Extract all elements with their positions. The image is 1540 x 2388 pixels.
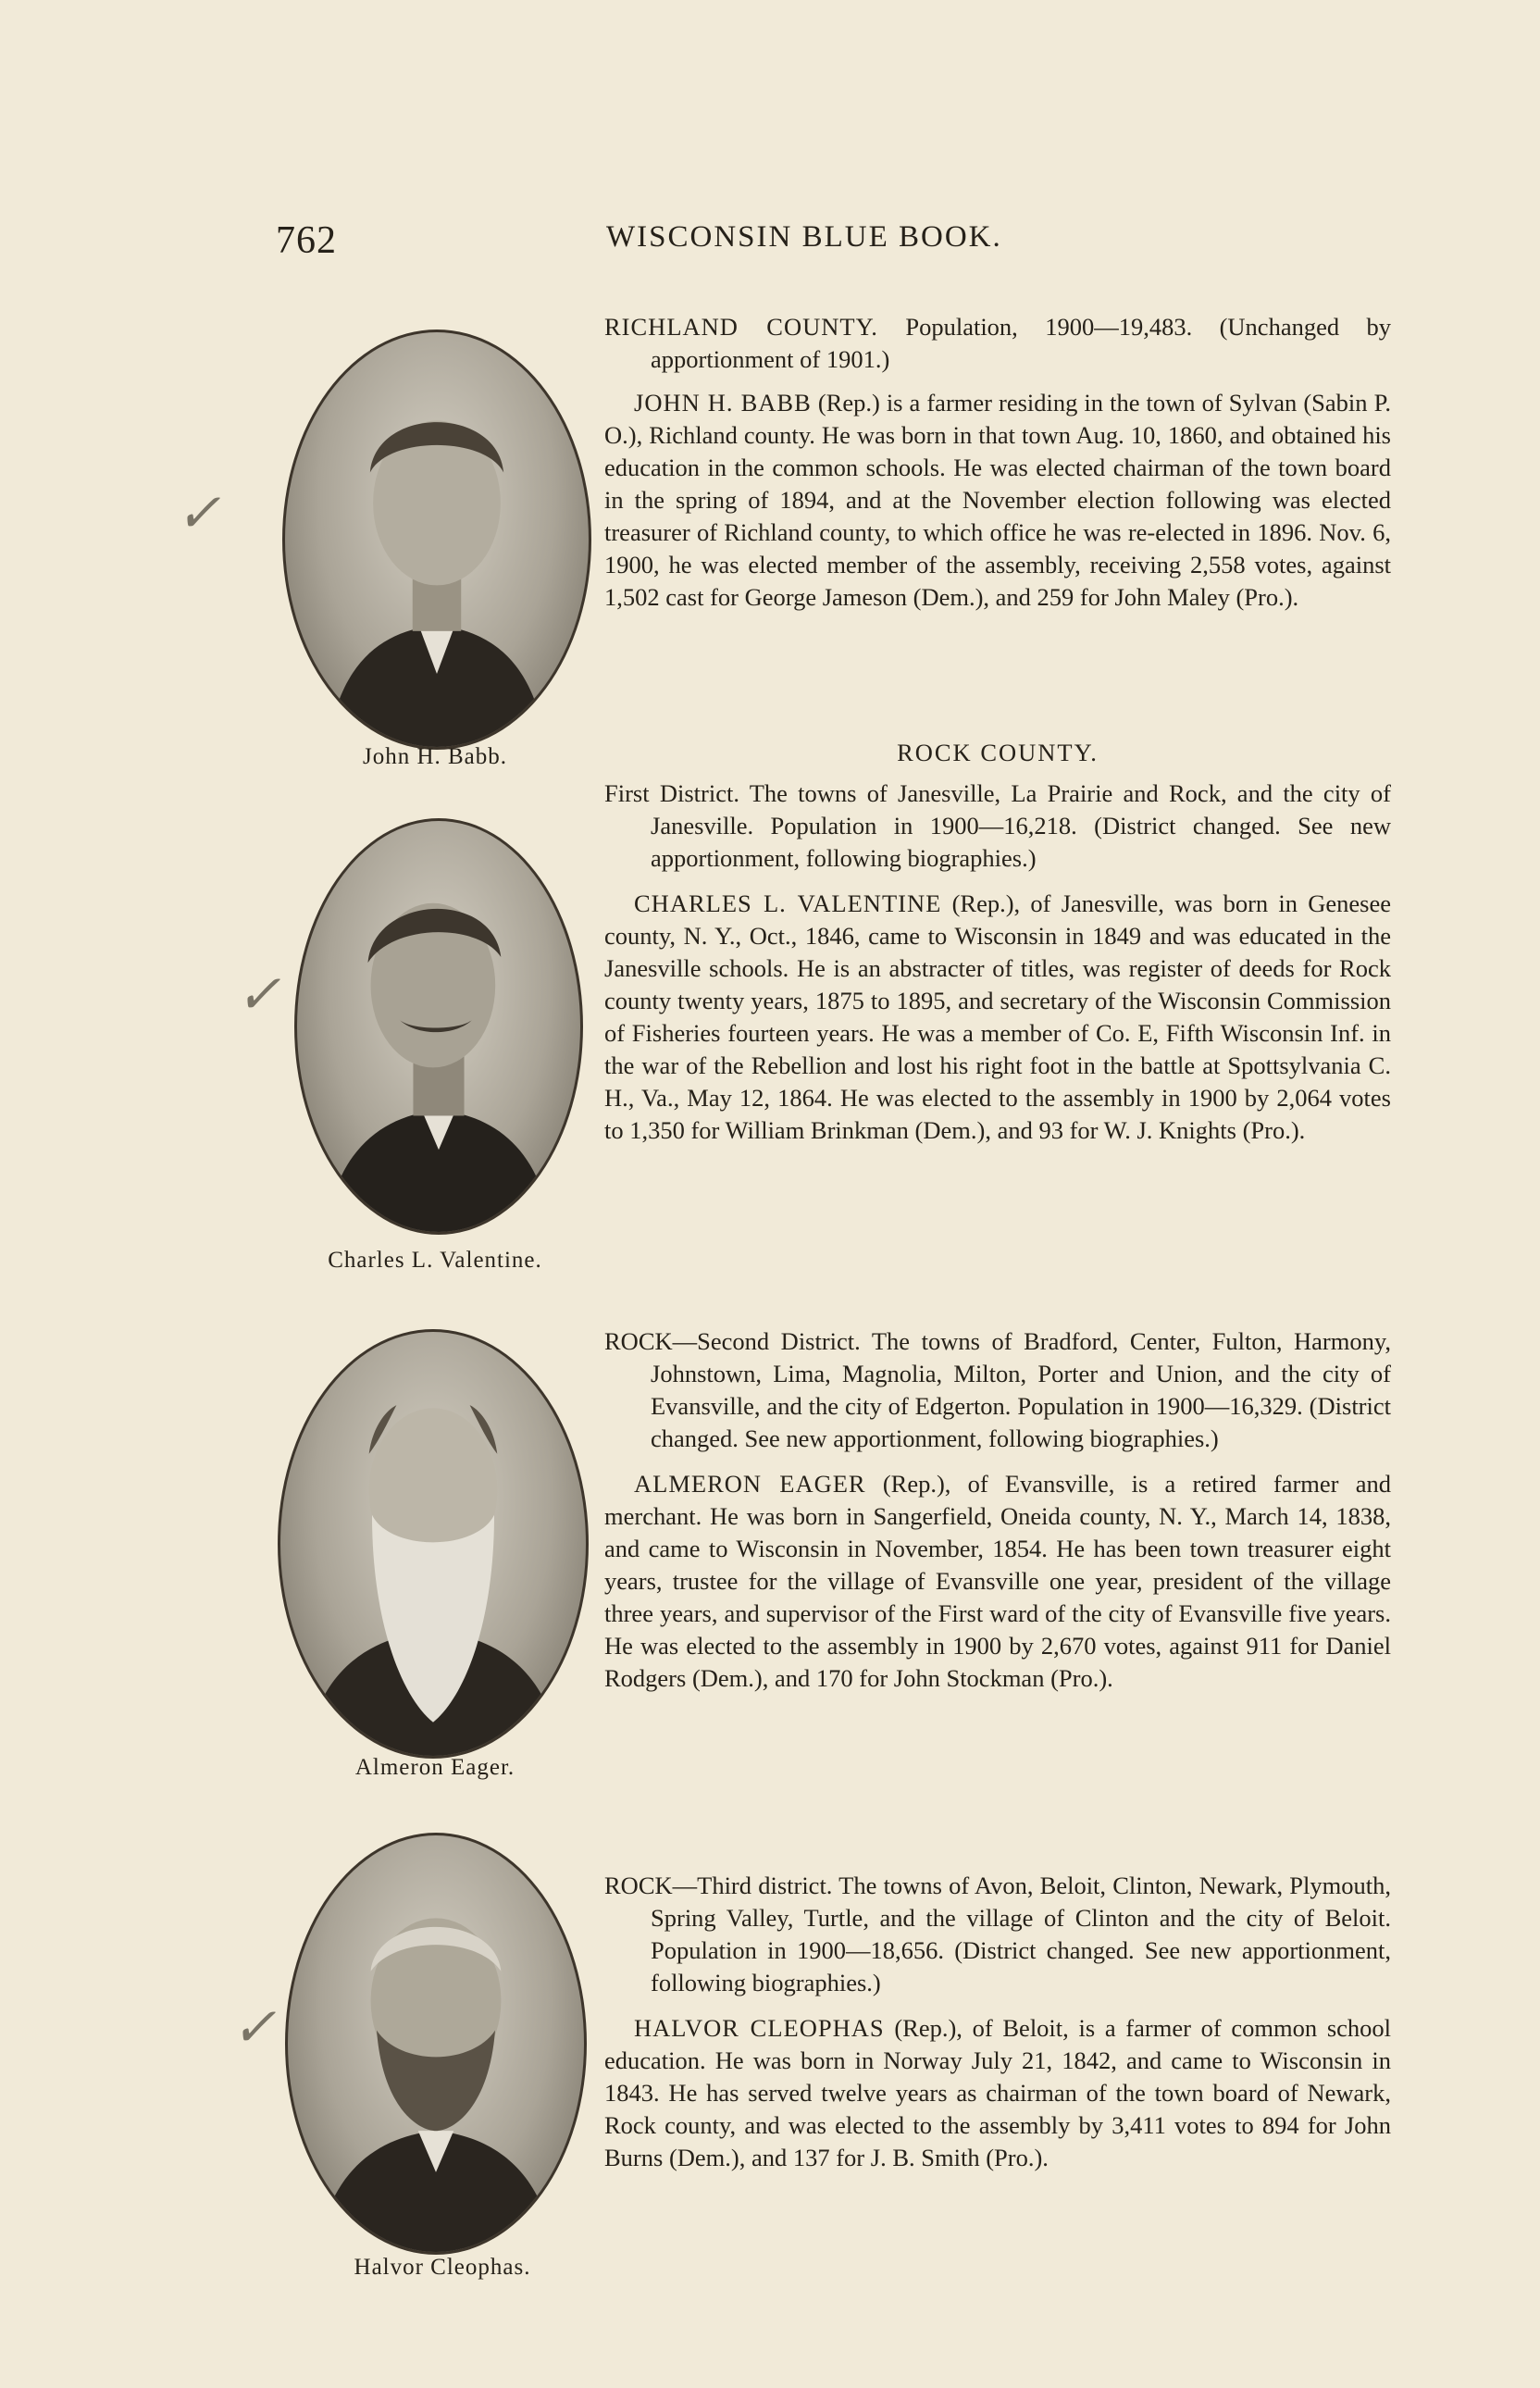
eager-bio-text: (Rep.), of Evansville, is a retired farmer and merchant. He was born in Sangerfield, Oneida county, N. Y., March 14, 1838, and came to Wisconsin in November, 1854. He has been town treasurer eight years, trustee for the village of Evansville one year, president of the village three years, and supervisor of the First ward of the city of Evansville five years. He was elected to the assembly in 1900 by 2,670 votes, against 911 for Daniel Rodgers (Dem.), and 170 for John Stockman (Pro.).: [604, 1470, 1391, 1692]
portrait-valentine: [294, 818, 583, 1235]
cleophas-bio-name: HALVOR CLEOPHAS: [634, 2014, 885, 2042]
rock-second-section: [604, 1325, 1391, 1695]
eager-bio-name: ALMERON EAGER: [634, 1470, 866, 1498]
babb-bio-text: (Rep.) is a farmer residing in the town of Sylvan (Sabin P. O.), Richland county. He was born in that town Aug. 10, 1860, and obtained his education in the common schools. He was elected chairman of the town board in the spring of 1894, and at the November election following was elected treasurer of Richland county, to which office he was re-elected in 1896. Nov. 6, 1900, he was elected member of the assembly, receiving 2,558 votes, against 1,502 cast for George Jameson (Dem.), and 259 for John Maley (Pro.).: [604, 389, 1392, 611]
rock-second-district: [604, 1325, 1391, 1455]
babb-bio: [604, 387, 1391, 614]
rock-second-district-text: The towns of Bradford, Center, Fulton, Harmony, Johnstown, Lima, Magnolia, Milton, Porter and Union, and the city of Evansville, and the city of Edgerton. Population in 1900—16,329. (District changed. See new apportionment, following biographies.): [651, 1327, 1391, 1452]
portrait-cleophas-figure: [288, 1835, 584, 2252]
cleophas-bio-text: (Rep.), of Beloit, is a farmer of common school education. He was born in Norway July 21, 1842, and came to Wisconsin in 1843. He has served twelve years as chairman of the town board of Newark, Rock county, and was elected to the assembly by 3,411 votes to 894 for John Burns (Dem.), and 137 for J. B. Smith (Pro.).: [604, 2014, 1392, 2171]
valentine-bio-name: CHARLES L. VALENTINE: [634, 889, 942, 917]
richland-heading: [604, 311, 1391, 376]
richland-section: [604, 311, 1391, 614]
rock-first-district-label: First District.: [604, 779, 739, 807]
rock-second-district-label: ROCK—Second District.: [604, 1327, 861, 1355]
babb-bio-name: JOHN H. BABB: [634, 389, 812, 417]
caption-cleophas: Halvor Cleophas.: [354, 2255, 531, 2280]
page-number: 762: [276, 219, 337, 262]
caption-babb: John H. Babb.: [362, 744, 508, 769]
rock-third-section: [604, 1870, 1391, 2174]
check-mark-1: ✓: [176, 481, 221, 544]
valentine-bio: [604, 888, 1391, 1147]
richland-heading-text: Population, 1900—19,483. (Unchanged by apportionment of 1901.): [651, 313, 1391, 373]
portrait-babb-figure: [285, 332, 589, 747]
valentine-bio-text: (Rep.), of Janesville, was born in Genesee county, N. Y., Oct., 1846, came to Wisconsin in 1849 and was educated in the Janesville schools. He is an abstracter of titles, was register of deeds for Rock county twenty years, 1875 to 1895, and secretary of the Wisconsin Commission of Fisheries fourteen years. He was a member of Co. E, Fifth Wisconsin Inf. in the war of the Rebellion and lost his right foot in the battle at Spottsylvania C. H., Va., May 12, 1864. He was elected to the assembly in 1900 by 2,064 votes to 1,350 for William Brinkman (Dem.), and 93 for W. J. Knights (Pro.).: [604, 889, 1392, 1144]
check-mark-2: ✓: [236, 963, 281, 1026]
check-mark-3: ✓: [231, 1996, 277, 2058]
portrait-eager: [278, 1329, 589, 1759]
cleophas-bio: [604, 2012, 1391, 2174]
rock-third-district: [604, 1870, 1391, 1999]
portrait-cleophas: [285, 1833, 587, 2255]
caption-valentine: Charles L. Valentine.: [328, 1248, 542, 1273]
richland-heading-name: RICHLAND COUNTY.: [604, 313, 878, 341]
rock-first-district: [604, 777, 1391, 875]
running-head: WISCONSIN BLUE BOOK.: [606, 220, 1002, 254]
eager-bio: [604, 1468, 1391, 1695]
rock-third-district-text: The towns of Avon, Beloit, Clinton, Newark, Plymouth, Spring Valley, Turtle, and the village of Clinton and the city of Beloit. Population in 1900—18,656. (District changed. See new apportionment, following biographies.): [651, 1872, 1391, 1996]
rock-third-district-label: ROCK—Third district.: [604, 1872, 833, 1899]
portrait-babb: [282, 330, 591, 750]
portrait-eager-figure: [280, 1332, 586, 1756]
rock-county-title: ROCK COUNTY.: [897, 739, 1099, 766]
caption-eager: Almeron Eager.: [354, 1755, 515, 1780]
rock-first-district-text: The towns of Janesville, La Prairie and Rock, and the city of Janesville. Population in 1900—16,218. (District changed. See new apportionment, following biographies.): [651, 779, 1391, 872]
rock-first-section: [604, 777, 1391, 1147]
portrait-valentine-figure: [297, 821, 580, 1232]
